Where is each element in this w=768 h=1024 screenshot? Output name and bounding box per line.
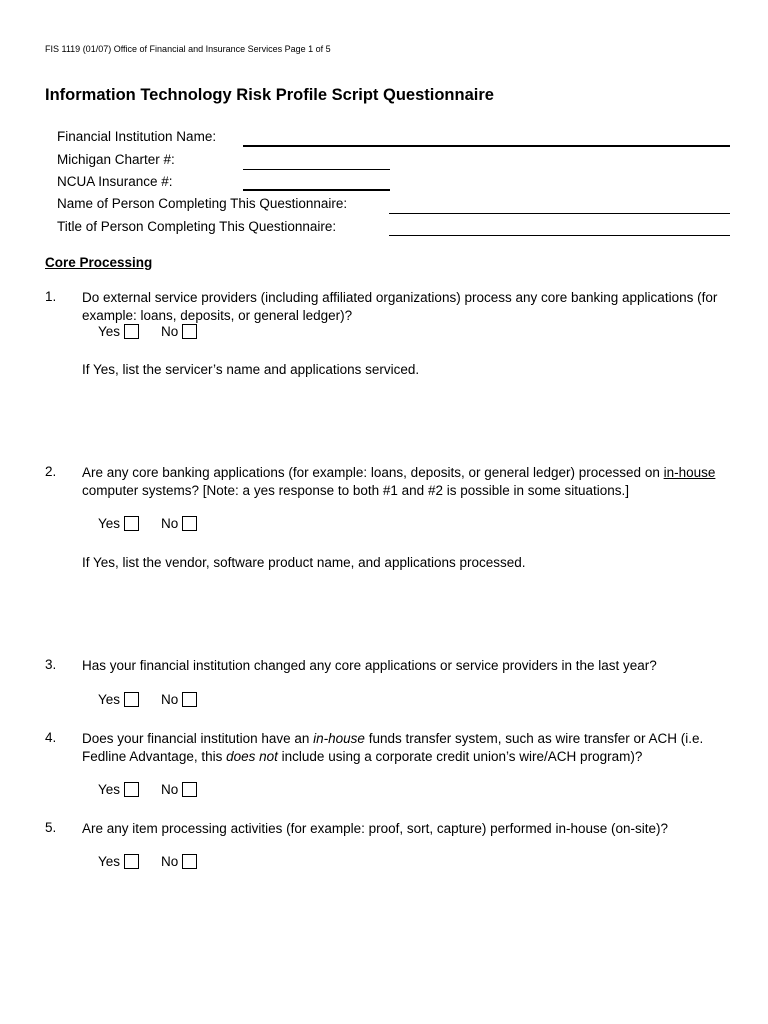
yes-label: Yes bbox=[98, 854, 121, 869]
question-2-follow-up: If Yes, list the vendor, software product name, and applications processed. bbox=[82, 555, 526, 570]
question-2-text-underlined: in-house bbox=[663, 465, 716, 480]
question-1-answer bbox=[98, 324, 197, 339]
question-4-text-italic-2: does not bbox=[226, 748, 278, 764]
question-4-answer bbox=[98, 782, 197, 797]
question-5-no-checkbox[interactable] bbox=[182, 854, 197, 869]
question-5-yes-checkbox[interactable] bbox=[124, 854, 139, 869]
question-1-number: 1. bbox=[45, 289, 57, 304]
completer-title-field[interactable] bbox=[389, 235, 730, 236]
question-4-text-before: Does your financial institution have an bbox=[82, 731, 314, 746]
question-1-follow-up: If Yes, list the servicer’s name and applications serviced. bbox=[82, 362, 420, 377]
no-label: No bbox=[161, 692, 179, 707]
question-1-yes-checkbox[interactable] bbox=[124, 324, 139, 339]
charter-number-label: Michigan Charter #: bbox=[57, 152, 175, 167]
question-2-text-before: Are any core banking applications (for example: loans, deposits, or general ledger) processed on bbox=[82, 465, 664, 480]
question-4-text bbox=[82, 730, 732, 765]
question-3-answer bbox=[98, 692, 197, 707]
question-1-no-checkbox[interactable] bbox=[182, 324, 197, 339]
page-title: Information Technology Risk Profile Script Questionnaire bbox=[45, 86, 494, 104]
institution-name-field[interactable] bbox=[243, 145, 730, 147]
completer-name-field[interactable] bbox=[389, 213, 730, 214]
form-header: FIS 1119 (01/07) Office of Financial and Insurance Services Page 1 of 5 bbox=[45, 44, 331, 54]
yes-label: Yes bbox=[98, 692, 121, 707]
question-5-answer bbox=[98, 854, 197, 869]
question-3-yes-checkbox[interactable] bbox=[124, 692, 139, 707]
completer-name-label: Name of Person Completing This Questionnaire: bbox=[57, 196, 348, 211]
completer-title-label: Title of Person Completing This Questionnaire: bbox=[57, 219, 337, 234]
question-5-text: Are any item processing activities (for example: proof, sort, capture) performed in-house (on-site)? bbox=[82, 821, 668, 836]
question-2-yes-checkbox[interactable] bbox=[124, 516, 139, 531]
question-2-text-after: computer systems? [Note: a yes response to both #1 and #2 is possible in some situations.] bbox=[82, 482, 630, 498]
yes-label: Yes bbox=[98, 516, 121, 531]
no-label: No bbox=[161, 854, 179, 869]
no-label: No bbox=[161, 324, 179, 339]
question-4-yes-checkbox[interactable] bbox=[124, 782, 139, 797]
charter-number-field[interactable] bbox=[243, 169, 390, 170]
question-4-text-middle: funds transfer system, such as wire transfer or ACH (i.e. Fedline Advantage, this bbox=[82, 731, 704, 764]
question-4-text-after: include using a corporate credit union’s wire/ACH program)? bbox=[277, 748, 643, 764]
yes-label: Yes bbox=[98, 782, 121, 797]
no-label: No bbox=[161, 516, 179, 531]
question-2-answer bbox=[98, 516, 197, 531]
question-2-no-checkbox[interactable] bbox=[182, 516, 197, 531]
question-4-number: 4. bbox=[45, 730, 57, 745]
ncua-insurance-field[interactable] bbox=[243, 189, 390, 191]
question-3-no-checkbox[interactable] bbox=[182, 692, 197, 707]
question-1-text: Do external service providers (including affiliated organizations) process any core banking applications (for example: loans, deposits, or general ledger)? bbox=[82, 290, 718, 323]
question-4-text-italic-1: in-house bbox=[313, 731, 365, 746]
question-5-number: 5. bbox=[45, 820, 57, 835]
institution-name-label: Financial Institution Name: bbox=[57, 129, 217, 144]
section-heading-core-processing: Core Processing bbox=[45, 255, 153, 270]
question-3-text: Has your financial institution changed any core applications or service providers in the last year? bbox=[82, 658, 657, 673]
question-2-text bbox=[82, 464, 732, 499]
question-4-no-checkbox[interactable] bbox=[182, 782, 197, 797]
no-label: No bbox=[161, 782, 179, 797]
question-2-number: 2. bbox=[45, 464, 57, 479]
ncua-insurance-label: NCUA Insurance #: bbox=[57, 174, 173, 189]
yes-label: Yes bbox=[98, 324, 121, 339]
question-3-number: 3. bbox=[45, 657, 57, 672]
